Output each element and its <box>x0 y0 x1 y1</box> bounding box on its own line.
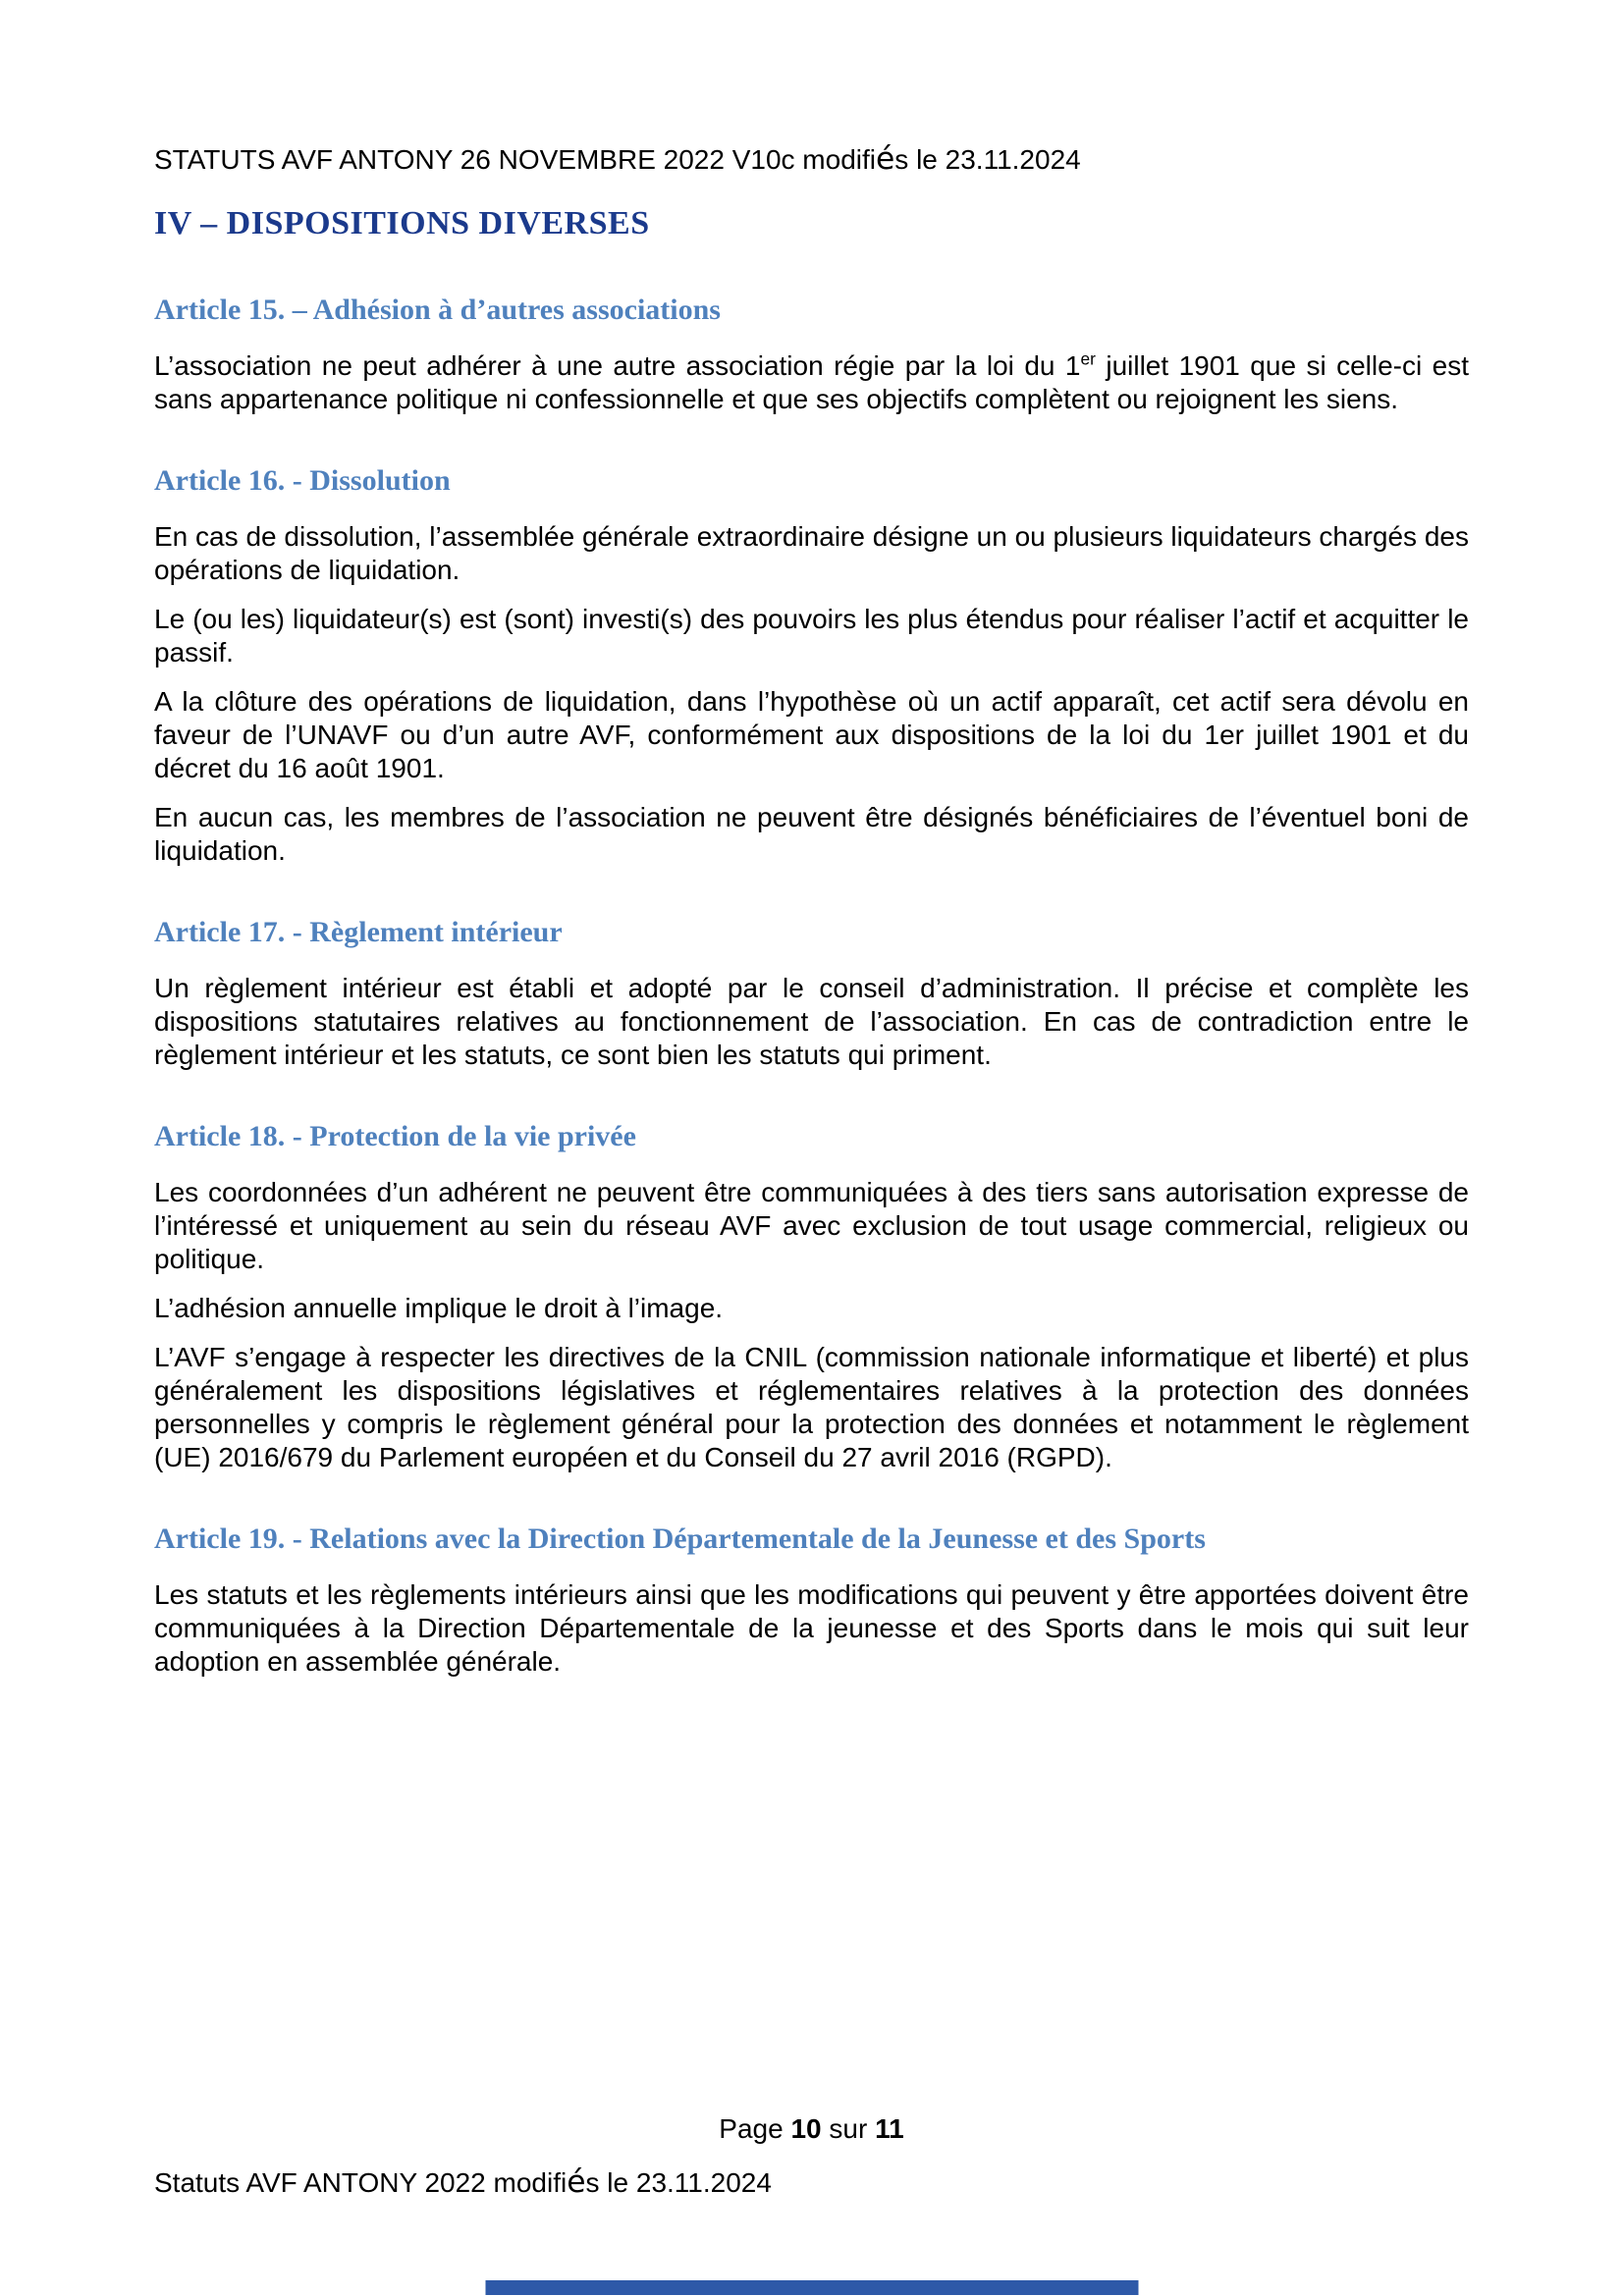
section-title: IV – DISPOSITIONS DIVERSES <box>154 205 650 241</box>
superscript-er: er <box>1080 348 1096 369</box>
article-15-paragraph-post: juillet 1901 que si celle-ci est sans appartenance politique ni confessionnelle et que ses objectifs complètent ou rejoignent les siens. <box>154 350 1469 414</box>
article-15-paragraph <box>154 349 1469 416</box>
article-19-paragraph-1: Les statuts et les règlements intérieurs ainsi que les modifications qui peuvent y être apportées doivent être communiquées à la Direction Départementale de la jeunesse et des Sports dans le mois qui suit leur adoption en assemblée générale. <box>154 1579 1469 1677</box>
article-18-paragraph-3: L’AVF s’engage à respecter les directives de la CNIL (commission nationale informatique et liberté) et plus généralement les dispositions législatives et réglementaires relatives à la protection des données personnelles y compris le règlement général pour la protection des données et notamment le règlement (UE) 2016/679 du Parlement européen et du Conseil du 27 avril 2016 (RGPD). <box>154 1342 1469 1472</box>
document-header-text-end: s le 23.11.2024 <box>894 144 1081 175</box>
footer-line-text-end: s le 23.11.2024 <box>585 2167 772 2198</box>
page-number-footer <box>154 2112 1469 2146</box>
article-15-title: Article 15. – Adhésion à d’autres associations <box>154 294 721 326</box>
article-16-title: Article 16. - Dissolution <box>154 464 451 497</box>
page-total: 11 <box>875 2113 904 2144</box>
article-17-title: Article 17. - Règlement intérieur <box>154 916 563 948</box>
page-label: Page <box>719 2113 791 2144</box>
article-15-paragraph-pre: L’association ne peut adhérer à une autre association régie par la loi du 1 <box>154 350 1081 381</box>
footer-line-text: Statuts AVF ANTONY 2022 modifi <box>154 2167 568 2198</box>
page-of-label: sur <box>821 2113 876 2144</box>
article-16-paragraph-2: Le (ou les) liquidateur(s) est (sont) investi(s) des pouvoirs les plus étendus pour réaliser l’actif et acquitter le passif. <box>154 604 1469 667</box>
article-18-paragraph-2: L’adhésion annuelle implique le droit à l’image. <box>154 1293 724 1323</box>
document-footer-line <box>154 2165 772 2200</box>
document-content <box>154 0 1469 1694</box>
page-number: 10 <box>790 2113 822 2144</box>
article-18-title: Article 18. - Protection de la vie privée <box>154 1120 636 1152</box>
article-19-title: Article 19. - Relations avec la Direction Départementale de la Jeunesse et des Sports <box>154 1522 1206 1555</box>
article-16-paragraph-4: En aucun cas, les membres de l’association ne peuvent être désignés bénéficiaires de l’éventuel boni de liquidation. <box>154 802 1469 866</box>
article-18-paragraph-1: Les coordonnées d’un adhérent ne peuvent être communiquées à des tiers sans autorisation expresse de l’intéressé et uniquement au sein du réseau AVF avec exclusion de tout usage commercial, religieux ou politique. <box>154 1177 1469 1274</box>
article-16-paragraph-3: A la clôture des opérations de liquidation, dans l’hypothèse où un actif apparaît, cet actif sera dévolu en faveur de l’UNAVF ou d’un autre AVF, conformément aux dispositions de la loi du 1er juillet 1901 et du décret du 16 août 1901. <box>154 686 1469 783</box>
bottom-scroll-indicator-bar <box>485 2280 1138 2295</box>
article-16-paragraph-1: En cas de dissolution, l’assemblée générale extraordinaire désigne un ou plusieurs liquidateurs chargés des opérations de liquidation. <box>154 521 1469 585</box>
document-header-text: STATUTS AVF ANTONY 26 NOVEMBRE 2022 V10c modifi <box>154 144 876 175</box>
article-17-paragraph-1: Un règlement intérieur est établi et adopté par le conseil d’administration. Il précise et complète les dispositions statutaires relatives au fonctionnement de l’association. En cas de contradiction entre le règlement intérieur et les statuts, ce sont bien les statuts qui priment. <box>154 973 1469 1070</box>
document-header <box>154 142 1469 177</box>
substituted-accent-char: é <box>876 141 895 177</box>
footer-substituted-accent-char: é <box>567 2164 586 2200</box>
